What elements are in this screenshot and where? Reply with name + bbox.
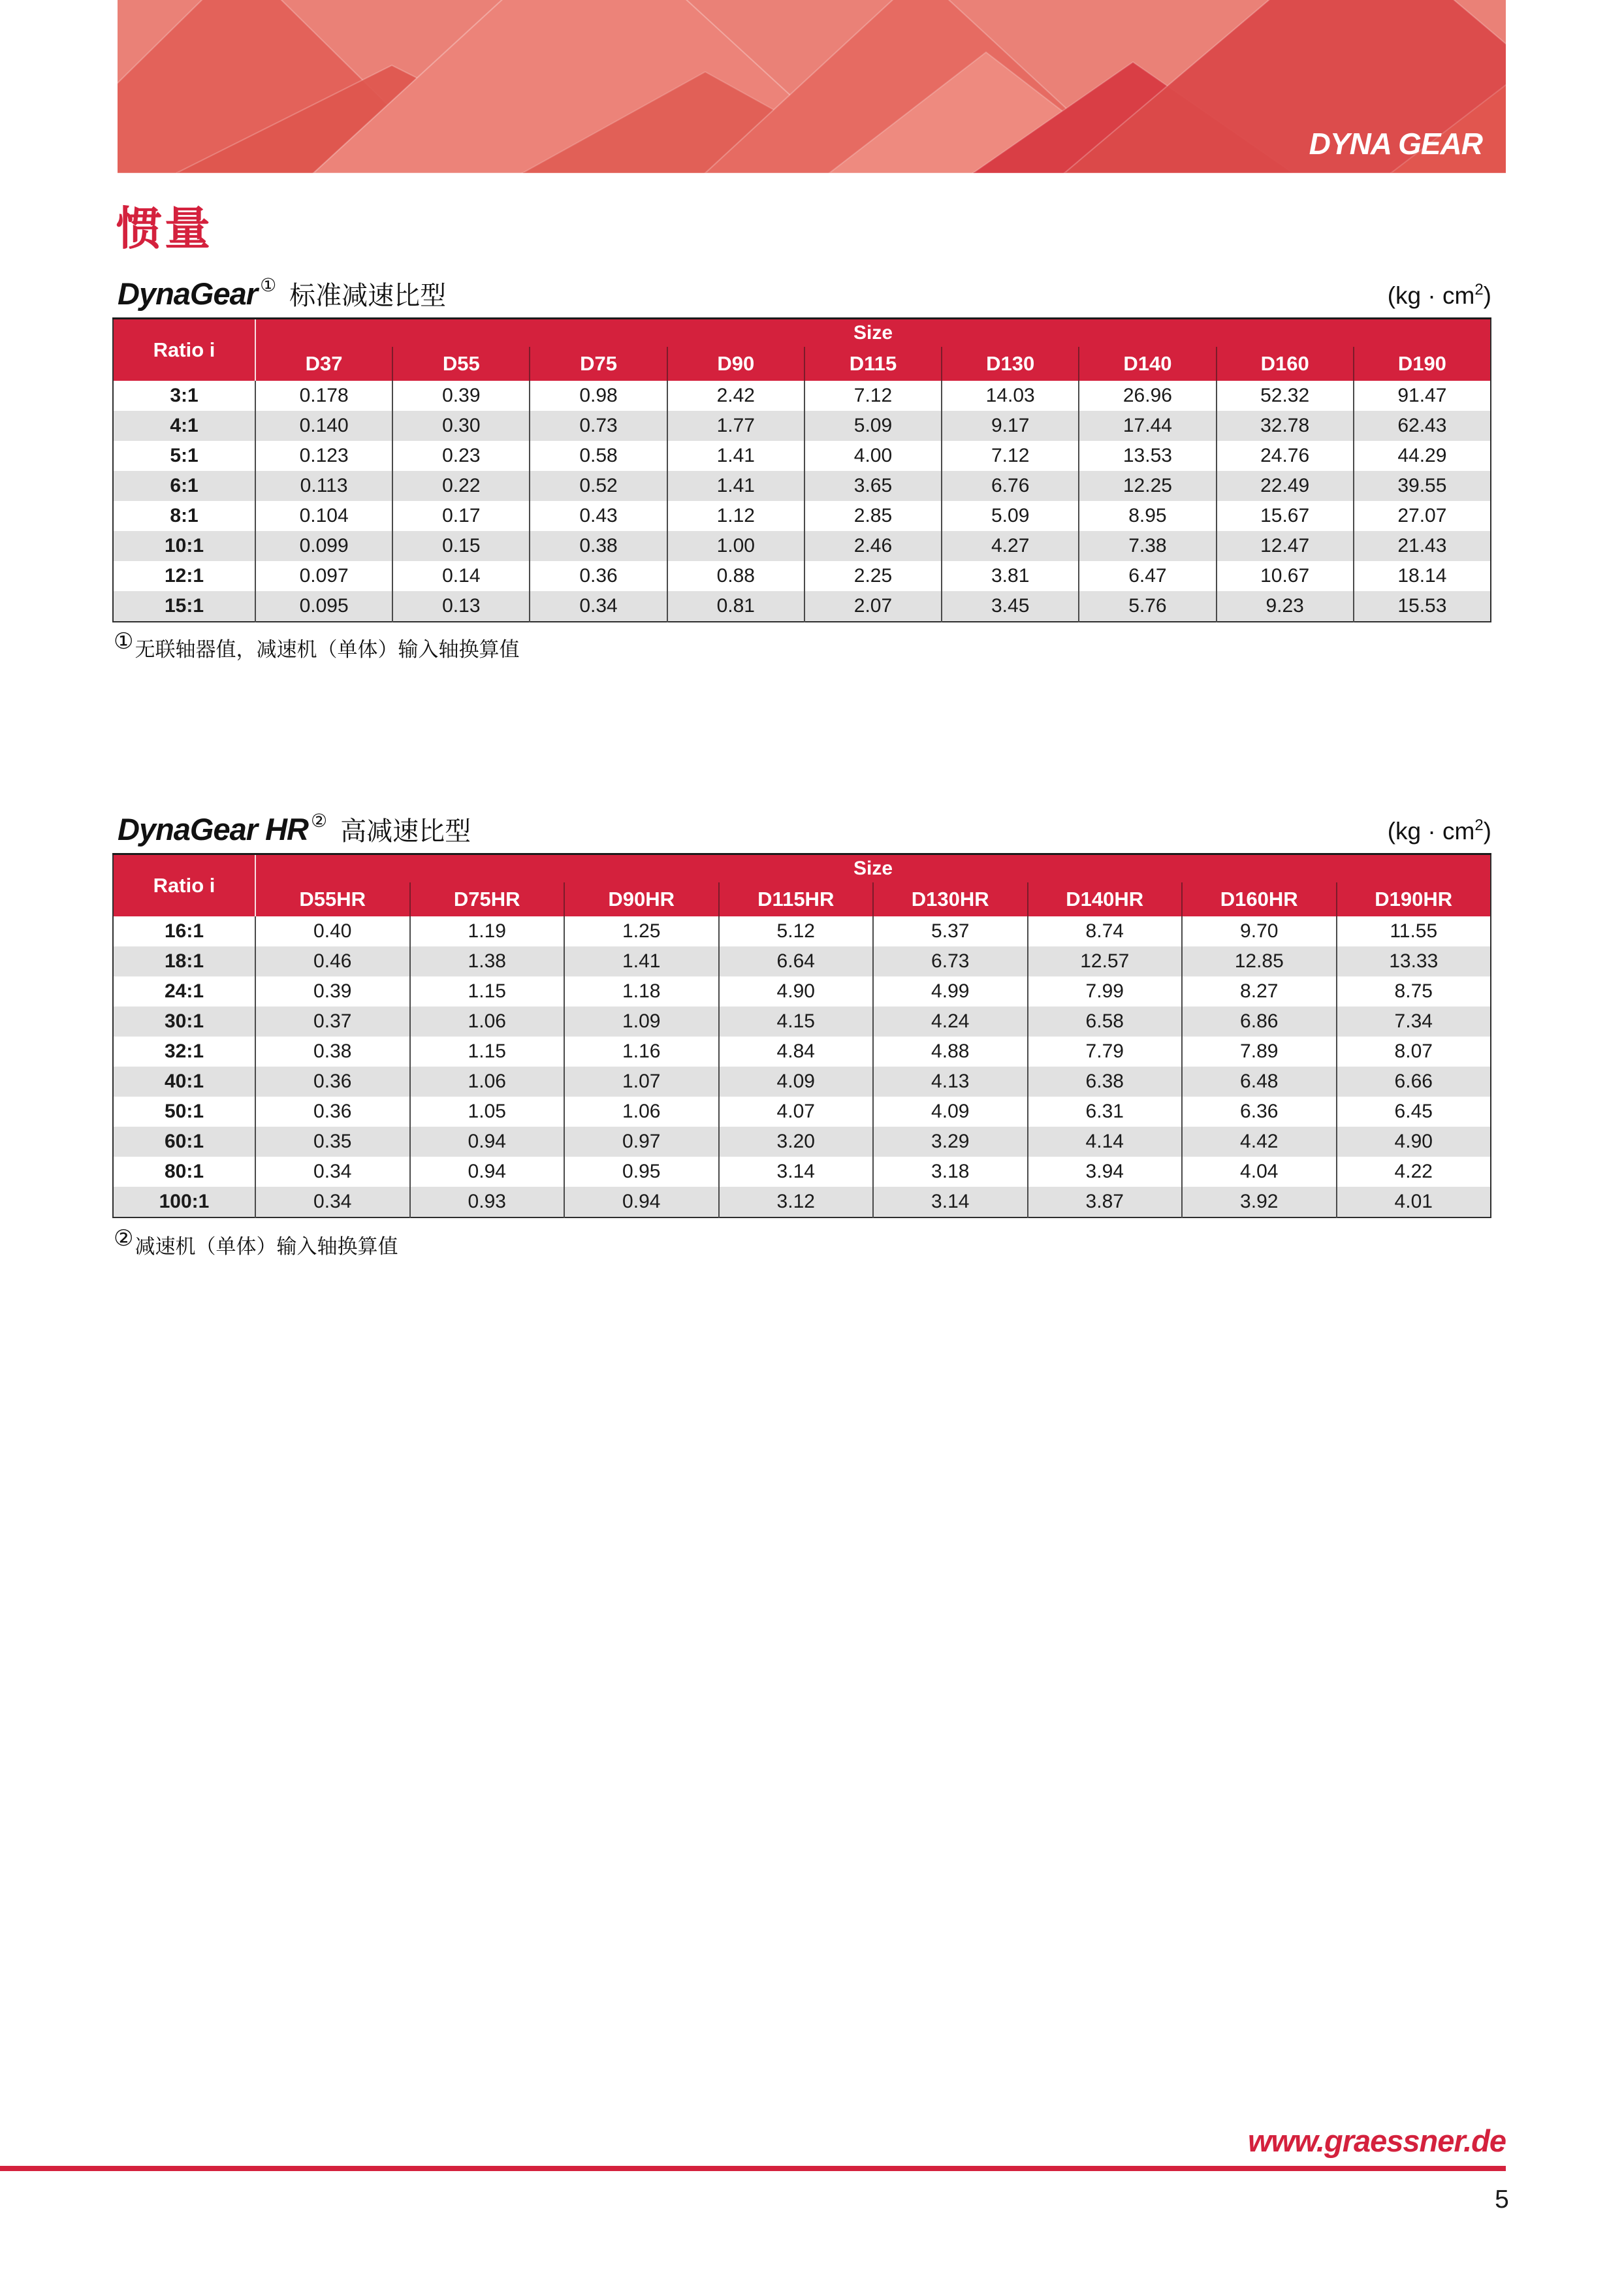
value-cell: 3.12 (719, 1187, 874, 1217)
value-cell: 26.96 (1079, 381, 1216, 411)
value-cell: 0.35 (313, 1131, 352, 1152)
table-row (113, 1007, 1491, 1037)
value-cell: 4.09 (873, 1097, 1028, 1127)
table-row (113, 1187, 1491, 1217)
value-cell: 1.09 (564, 1007, 719, 1037)
value-cell: 6.48 (1182, 1067, 1337, 1097)
value-cell: 2.42 (667, 381, 804, 411)
value-cell: 8.75 (1337, 976, 1491, 1007)
value-cell: 6.73 (873, 946, 1028, 976)
size-column-header: D140 (1079, 347, 1216, 381)
value-cell: 8.95 (1079, 501, 1216, 531)
value-cell: 2.07 (804, 591, 942, 622)
size-column-header: D55 (392, 347, 530, 381)
value-cell: 6.45 (1337, 1097, 1491, 1127)
ratio-cell: 100:1 (113, 1187, 255, 1217)
value-cell: 0.37 (313, 1010, 352, 1032)
value-cell: 0.095 (299, 595, 349, 617)
value-cell: 0.34 (530, 591, 667, 622)
value-cell: 3.20 (719, 1127, 874, 1157)
footnote2-text: 减速机（单体）输入轴换算值 (135, 1235, 398, 1258)
value-cell: 0.104 (299, 505, 349, 526)
value-cell: 0.123 (299, 445, 349, 466)
value-cell: 0.98 (530, 381, 667, 411)
value-cell: 1.18 (564, 976, 719, 1007)
table-row (113, 591, 1491, 622)
ratio-cell: 3:1 (113, 381, 255, 411)
value-cell: 4.42 (1182, 1127, 1337, 1157)
value-cell: 0.81 (667, 591, 804, 622)
value-cell: 0.46 (313, 950, 352, 972)
size-group-header: Size (255, 319, 1491, 347)
value-cell: 12.47 (1217, 531, 1354, 561)
value-cell: 0.22 (392, 471, 530, 501)
value-cell: 0.88 (667, 561, 804, 591)
value-cell: 0.94 (410, 1127, 565, 1157)
value-cell: 1.05 (410, 1097, 565, 1127)
table1-footnote (114, 628, 519, 662)
ratio-cell: 40:1 (113, 1067, 255, 1097)
value-cell: 1.15 (410, 976, 565, 1007)
ratio-cell: 16:1 (113, 916, 255, 946)
size-group-header: Size (255, 854, 1491, 883)
value-cell: 0.95 (564, 1157, 719, 1187)
unit-superscript: 2 (1474, 816, 1484, 834)
table1-title-en: DynaGear (118, 276, 258, 311)
value-cell: 2.46 (804, 531, 942, 561)
value-cell: 13.33 (1337, 946, 1491, 976)
ratio-cell: 30:1 (113, 1007, 255, 1037)
size-column-header: D115HR (719, 882, 874, 916)
table-row (113, 1127, 1491, 1157)
value-cell: 1.00 (667, 531, 804, 561)
ratio-cell: 18:1 (113, 946, 255, 976)
value-cell: 0.52 (530, 471, 667, 501)
table-row (113, 946, 1491, 976)
ratio-cell: 60:1 (113, 1127, 255, 1157)
table1-title (118, 274, 446, 312)
table-row (113, 1097, 1491, 1127)
value-cell: 3.87 (1028, 1187, 1183, 1217)
value-cell: 1.77 (667, 411, 804, 441)
value-cell: 1.41 (667, 441, 804, 471)
value-cell: 6.36 (1182, 1097, 1337, 1127)
value-cell: 4.09 (719, 1067, 874, 1097)
value-cell: 22.49 (1217, 471, 1354, 501)
value-cell: 8.74 (1028, 916, 1183, 946)
value-cell: 4.90 (719, 976, 874, 1007)
value-cell: 1.19 (410, 916, 565, 946)
value-cell: 21.43 (1354, 531, 1491, 561)
size-column-header: D55HR (255, 882, 410, 916)
value-cell: 13.53 (1079, 441, 1216, 471)
value-cell: 12.85 (1182, 946, 1337, 976)
header-row-size (113, 319, 1491, 347)
table2-title-cn: 高减速比型 (340, 817, 471, 846)
table-row (113, 441, 1491, 471)
value-cell: 4.15 (719, 1007, 874, 1037)
size-column-header: D190 (1354, 347, 1491, 381)
value-cell: 0.34 (313, 1161, 352, 1182)
value-cell: 44.29 (1354, 441, 1491, 471)
value-cell: 0.39 (392, 381, 530, 411)
size-column-header: D75HR (410, 882, 565, 916)
ratio-cell: 15:1 (113, 591, 255, 622)
size-column-header: D90 (667, 347, 804, 381)
value-cell: 0.15 (392, 531, 530, 561)
value-cell: 1.15 (410, 1037, 565, 1067)
size-column-header: D75 (530, 347, 667, 381)
size-column-header: D160HR (1182, 882, 1337, 916)
value-cell: 1.25 (564, 916, 719, 946)
value-cell: 27.07 (1354, 501, 1491, 531)
value-cell: 7.99 (1028, 976, 1183, 1007)
value-cell: 6.64 (719, 946, 874, 976)
value-cell: 1.06 (564, 1097, 719, 1127)
value-cell: 3.94 (1028, 1157, 1183, 1187)
table1-unit-label (1388, 281, 1491, 312)
table-row (113, 471, 1491, 501)
value-cell: 5.37 (873, 916, 1028, 946)
value-cell: 5.09 (942, 501, 1079, 531)
table1-title-cn: 标准减速比型 (289, 282, 447, 310)
table2-title-footnote-ref: ② (311, 811, 328, 831)
value-cell: 5.09 (804, 411, 942, 441)
table2-unit-label (1388, 816, 1491, 848)
value-cell: 7.12 (942, 441, 1079, 471)
value-cell: 4.24 (873, 1007, 1028, 1037)
value-cell: 12.57 (1028, 946, 1183, 976)
value-cell: 4.22 (1337, 1157, 1491, 1187)
value-cell: 32.78 (1217, 411, 1354, 441)
value-cell: 17.44 (1079, 411, 1216, 441)
value-cell: 0.58 (530, 441, 667, 471)
value-cell: 4.99 (873, 976, 1028, 1007)
value-cell: 7.12 (804, 381, 942, 411)
value-cell: 9.23 (1217, 591, 1354, 622)
value-cell: 0.40 (313, 920, 352, 942)
table-row (113, 561, 1491, 591)
value-cell: 0.14 (392, 561, 530, 591)
value-cell: 0.097 (299, 565, 349, 587)
table-row (113, 1037, 1491, 1067)
value-cell: 6.66 (1337, 1067, 1491, 1097)
table-row (113, 1157, 1491, 1187)
ratio-cell: 4:1 (113, 411, 255, 441)
value-cell: 3.65 (804, 471, 942, 501)
value-cell: 4.01 (1337, 1187, 1491, 1217)
value-cell: 4.90 (1337, 1127, 1491, 1157)
value-cell: 91.47 (1354, 381, 1491, 411)
value-cell: 4.07 (719, 1097, 874, 1127)
value-cell: 7.79 (1028, 1037, 1183, 1067)
ratio-column-header: Ratio i (113, 854, 255, 917)
value-cell: 11.55 (1337, 916, 1491, 946)
footer-divider (0, 2166, 1506, 2171)
value-cell: 6.47 (1079, 561, 1216, 591)
value-cell: 0.93 (410, 1187, 565, 1217)
ratio-cell: 80:1 (113, 1157, 255, 1187)
value-cell: 4.04 (1182, 1157, 1337, 1187)
value-cell: 0.34 (313, 1191, 352, 1212)
header-row-columns (113, 882, 1491, 916)
value-cell: 4.13 (873, 1067, 1028, 1097)
value-cell: 7.89 (1182, 1037, 1337, 1067)
value-cell: 0.94 (410, 1157, 565, 1187)
unit-close: ) (1483, 818, 1491, 845)
value-cell: 0.178 (299, 385, 349, 406)
table-row (113, 501, 1491, 531)
value-cell: 9.17 (942, 411, 1079, 441)
value-cell: 9.70 (1182, 916, 1337, 946)
size-column-header: D37 (255, 347, 392, 381)
value-cell: 4.88 (873, 1037, 1028, 1067)
ratio-column-header: Ratio i (113, 319, 255, 381)
table-row (113, 976, 1491, 1007)
unit-text: (kg · cm (1387, 282, 1475, 309)
value-cell: 0.97 (564, 1127, 719, 1157)
value-cell: 4.00 (804, 441, 942, 471)
value-cell: 0.17 (392, 501, 530, 531)
value-cell: 2.25 (804, 561, 942, 591)
value-cell: 0.099 (299, 535, 349, 556)
value-cell: 1.41 (667, 471, 804, 501)
value-cell: 3.18 (873, 1157, 1028, 1187)
table-row (113, 1067, 1491, 1097)
size-column-header: D160 (1217, 347, 1354, 381)
value-cell: 0.113 (300, 475, 348, 496)
unit-superscript: 2 (1474, 281, 1484, 298)
value-cell: 15.53 (1354, 591, 1491, 622)
value-cell: 5.12 (719, 916, 874, 946)
table2-title-en: DynaGear HR (118, 812, 308, 846)
value-cell: 6.76 (942, 471, 1079, 501)
page-number: 5 (1495, 2185, 1509, 2214)
website-link[interactable]: www.graessner.de (1248, 2123, 1506, 2158)
size-column-header: D130 (942, 347, 1079, 381)
ratio-cell: 50:1 (113, 1097, 255, 1127)
section1-heading (118, 274, 1491, 312)
unit-text: (kg · cm (1387, 818, 1475, 845)
value-cell: 4.14 (1028, 1127, 1183, 1157)
high-ratio-table (112, 853, 1491, 1218)
value-cell: 4.84 (719, 1037, 874, 1067)
footnote2-marker: ② (114, 1226, 134, 1251)
value-cell: 7.34 (1337, 1007, 1491, 1037)
value-cell: 7.38 (1079, 531, 1216, 561)
ratio-cell: 6:1 (113, 471, 255, 501)
value-cell: 3.14 (873, 1187, 1028, 1217)
header-row-size (113, 854, 1491, 883)
value-cell: 1.16 (564, 1037, 719, 1067)
value-cell: 0.38 (530, 531, 667, 561)
value-cell: 0.73 (530, 411, 667, 441)
value-cell: 0.43 (530, 501, 667, 531)
value-cell: 0.23 (392, 441, 530, 471)
value-cell: 0.39 (313, 980, 352, 1002)
value-cell: 1.12 (667, 501, 804, 531)
value-cell: 1.06 (410, 1007, 565, 1037)
mountain-graphic-icon (118, 0, 1506, 173)
size-column-header: D115 (804, 347, 942, 381)
value-cell: 10.67 (1217, 561, 1354, 591)
value-cell: 1.07 (564, 1067, 719, 1097)
value-cell: 0.13 (392, 591, 530, 622)
table2-footnote (114, 1225, 398, 1259)
value-cell: 1.06 (410, 1067, 565, 1097)
value-cell: 3.29 (873, 1127, 1028, 1157)
value-cell: 15.67 (1217, 501, 1354, 531)
value-cell: 3.14 (719, 1157, 874, 1187)
value-cell: 1.41 (564, 946, 719, 976)
table-row (113, 381, 1491, 411)
size-column-header: D140HR (1028, 882, 1183, 916)
size-column-header: D90HR (564, 882, 719, 916)
value-cell: 3.45 (942, 591, 1079, 622)
footnote1-marker: ① (114, 629, 134, 654)
value-cell: 1.38 (410, 946, 565, 976)
header-banner (118, 0, 1506, 173)
value-cell: 4.27 (942, 531, 1079, 561)
value-cell: 0.36 (530, 561, 667, 591)
page-title: 惯量 (116, 203, 213, 254)
value-cell: 0.94 (564, 1187, 719, 1217)
value-cell: 0.36 (313, 1101, 352, 1122)
ratio-cell: 12:1 (113, 561, 255, 591)
section2-heading (118, 810, 1491, 848)
header-row-columns (113, 347, 1491, 381)
ratio-cell: 10:1 (113, 531, 255, 561)
table-row (113, 916, 1491, 946)
unit-close: ) (1483, 282, 1491, 309)
value-cell: 8.07 (1337, 1037, 1491, 1067)
value-cell: 0.140 (299, 415, 349, 436)
value-cell: 39.55 (1354, 471, 1491, 501)
ratio-cell: 24:1 (113, 976, 255, 1007)
value-cell: 14.03 (942, 381, 1079, 411)
value-cell: 0.38 (313, 1040, 352, 1062)
value-cell: 2.85 (804, 501, 942, 531)
value-cell: 52.32 (1217, 381, 1354, 411)
size-column-header: D190HR (1337, 882, 1491, 916)
value-cell: 6.31 (1028, 1097, 1183, 1127)
value-cell: 0.36 (313, 1071, 352, 1092)
ratio-cell: 8:1 (113, 501, 255, 531)
value-cell: 0.30 (392, 411, 530, 441)
ratio-cell: 32:1 (113, 1037, 255, 1067)
value-cell: 8.27 (1182, 976, 1337, 1007)
value-cell: 3.92 (1182, 1187, 1337, 1217)
value-cell: 18.14 (1354, 561, 1491, 591)
table2-title (118, 810, 471, 848)
table-row (113, 411, 1491, 441)
size-column-header: D130HR (873, 882, 1028, 916)
value-cell: 3.81 (942, 561, 1079, 591)
brand-logo: DYNA GEAR (1309, 127, 1482, 161)
ratio-cell: 5:1 (113, 441, 255, 471)
value-cell: 24.76 (1217, 441, 1354, 471)
table1-title-footnote-ref: ① (260, 275, 277, 295)
value-cell: 6.58 (1028, 1007, 1183, 1037)
value-cell: 6.86 (1182, 1007, 1337, 1037)
value-cell: 62.43 (1354, 411, 1491, 441)
value-cell: 6.38 (1028, 1067, 1183, 1097)
value-cell: 5.76 (1079, 591, 1216, 622)
footnote1-text: 无联轴器值，减速机（单体）输入轴换算值 (135, 638, 520, 661)
table-row (113, 531, 1491, 561)
standard-ratio-table (112, 317, 1491, 622)
value-cell: 12.25 (1079, 471, 1216, 501)
